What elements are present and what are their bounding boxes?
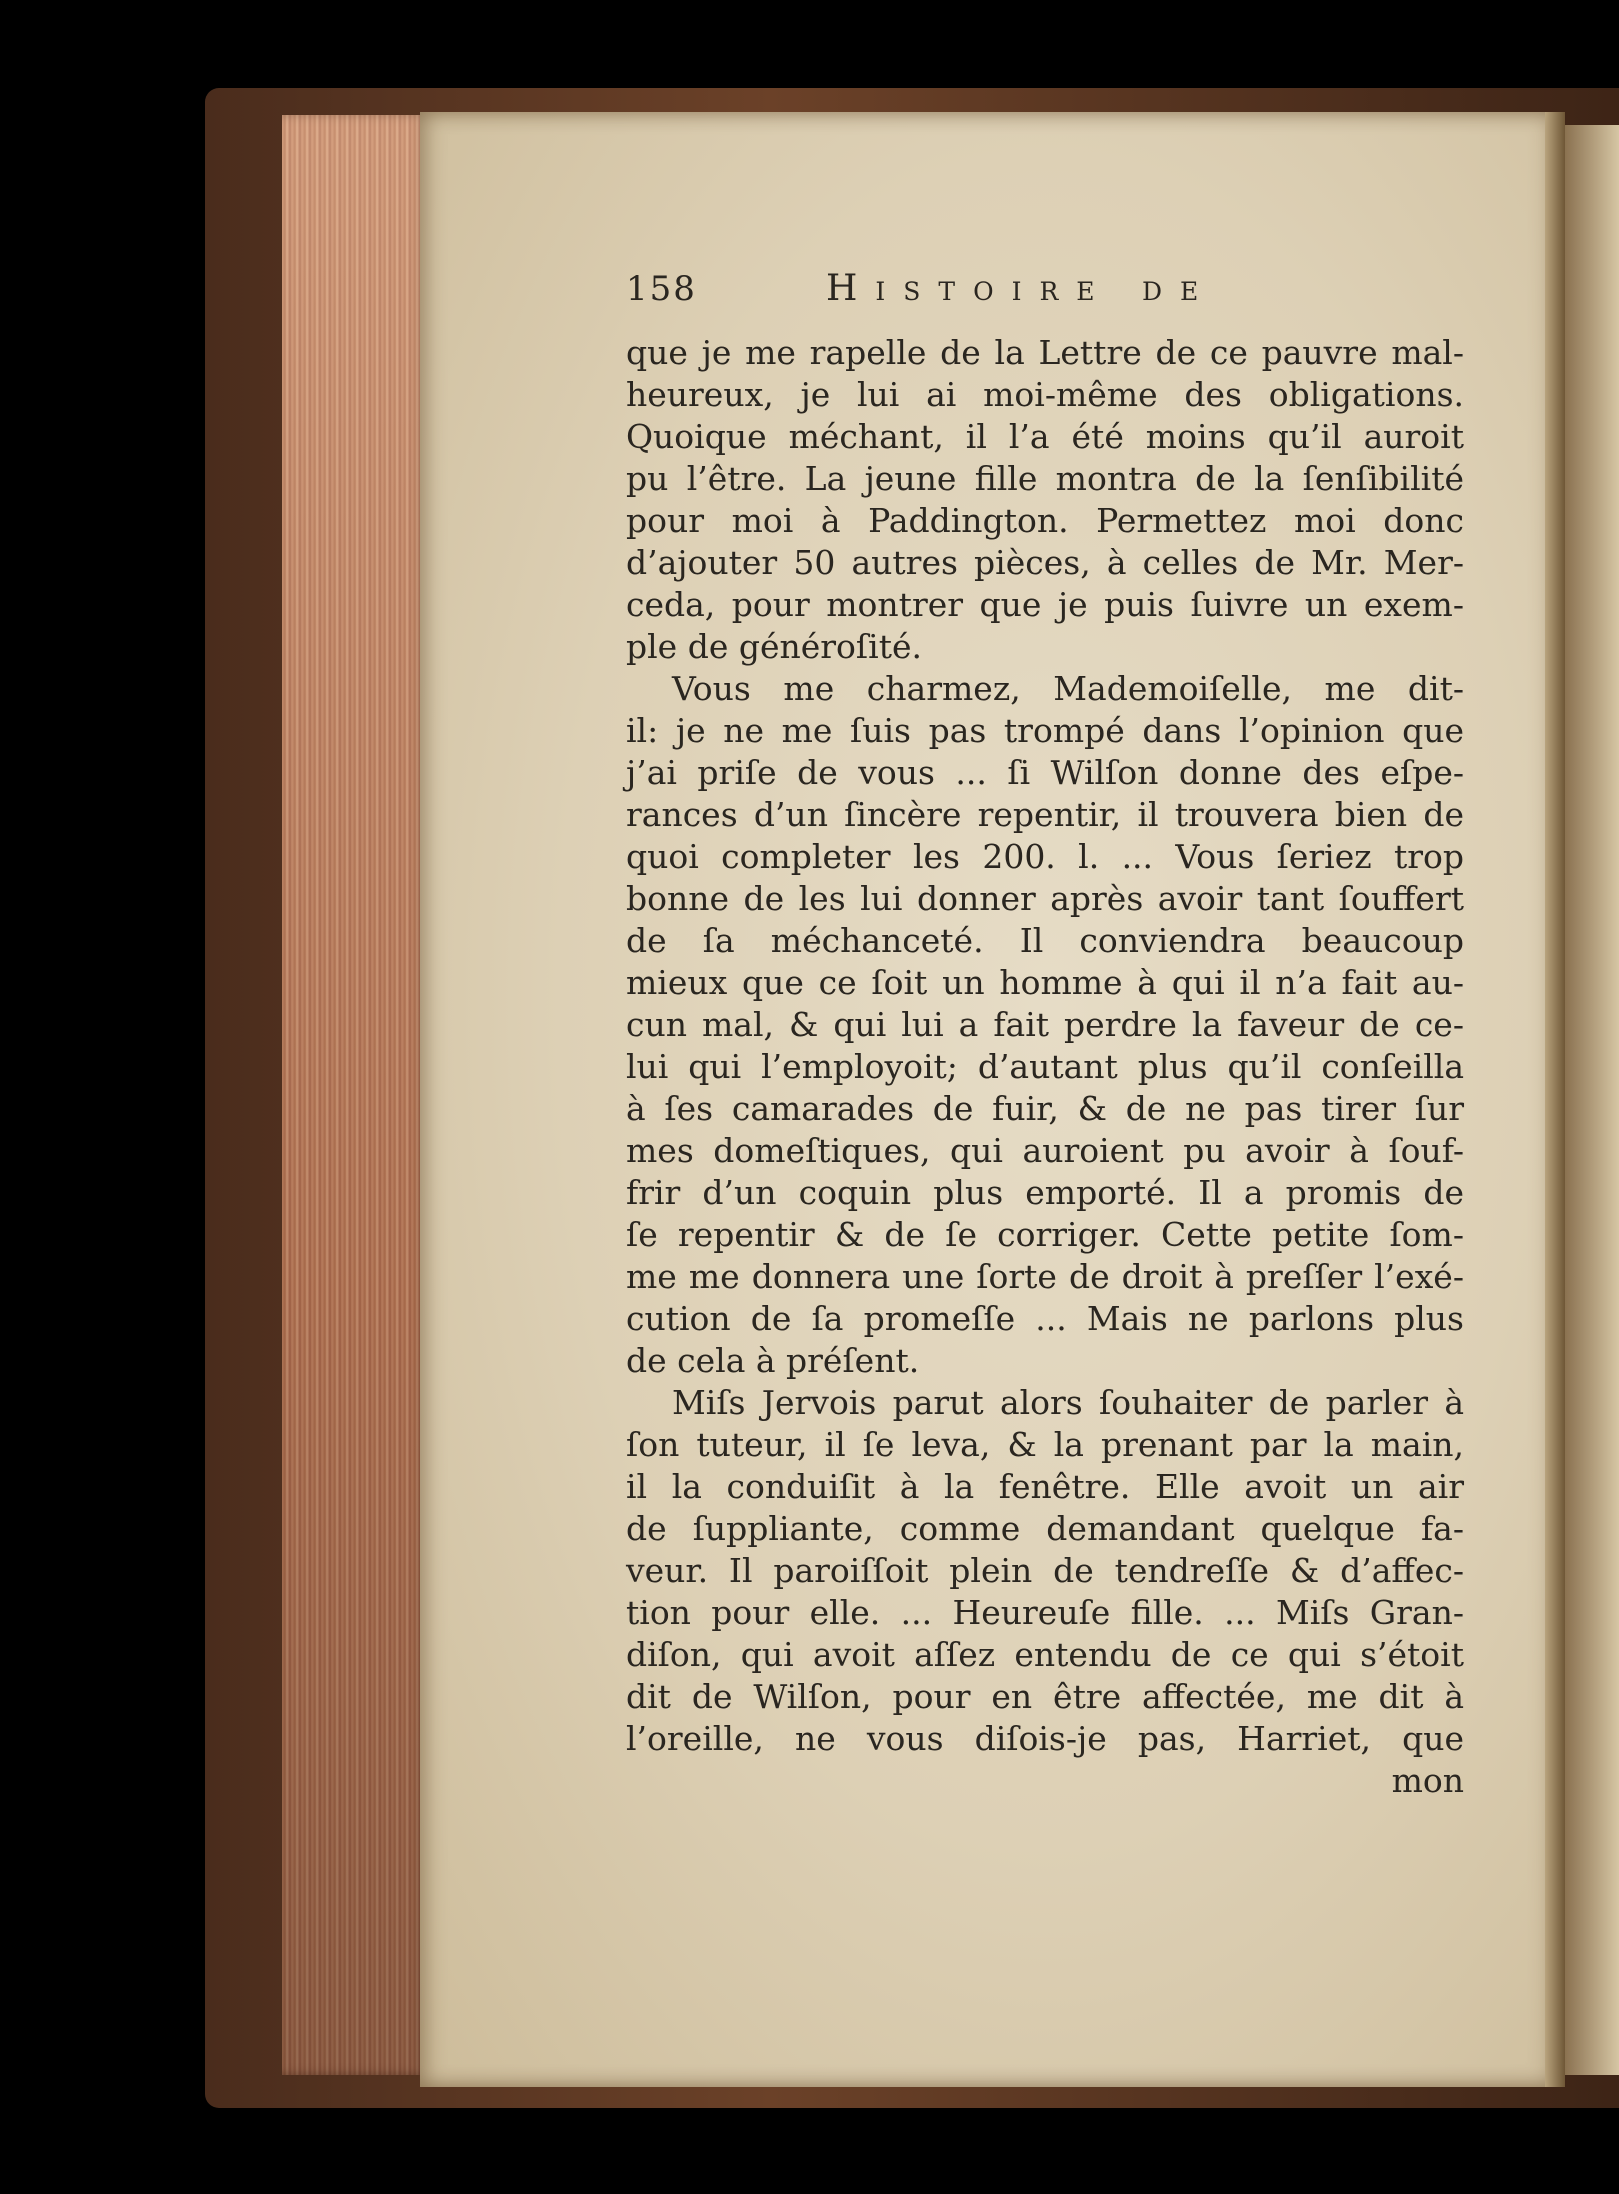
text-line: il la conduiſit à la fenêtre. Elle avoit un air [626,1467,1464,1506]
text-line: de ſuppliante, comme demandant quelque fa- [626,1509,1464,1548]
text-line: ceda, pour montrer que je puis ſuivre un exem- [626,585,1464,624]
text-line: ſon tuteur, il ſe leva, & la prenant par la main, [626,1425,1464,1464]
text-line: frir d’un coquin plus emporté. Il a promis de [626,1173,1464,1212]
text-line: il: je ne me ſuis pas trompé dans l’opinion que [626,711,1464,750]
page-text [626,268,1464,1802]
text-line: cun mal, & qui lui a fait perdre la faveur de ce- [626,1005,1464,1044]
page-number: 158 [626,269,697,309]
text-line: diſon, qui avoit aſſez entendu de ce qui s’étoit [626,1635,1464,1674]
running-head-title: Histoire de [826,268,1217,309]
text-line: heureux, je lui ai moi-même des obligations. [626,375,1464,414]
running-head [626,268,1464,332]
text-line: mieux que ce ſoit un homme à qui il n’a fait au- [626,963,1464,1002]
text-line: de cela à préſent. [626,1341,920,1380]
text-line: d’ajouter 50 autres pièces, à celles de Mr. Mer- [626,543,1464,582]
text-line: j’ai priſe de vous ... ſi Wilſon donne des eſpe- [626,753,1464,792]
text-line: tion pour elle. ... Heureuſe fille. ... Miſs Gran- [626,1593,1464,1632]
facing-page-edge [1565,125,1619,2075]
text-line: ſe repentir & de ſe corriger. Cette petite ſom- [626,1215,1464,1254]
text-line: lui qui l’employoit; d’autant plus qu’il conſeilla [626,1047,1464,1086]
text-line: Miſs Jervois parut alors ſouhaiter de parler à [672,1383,1464,1422]
text-line: que je me rapelle de la Lettre de ce pauvre mal- [626,333,1464,372]
text-line: de ſa méchanceté. Il conviendra beaucoup [626,921,1464,960]
text-line: cution de ſa promeſſe ... Mais ne parlons plus [626,1299,1464,1338]
text-line: rances d’un ſincère repentir, il trouvera bien de [626,795,1464,834]
text-line: Quoique méchant, il l’a été moins qu’il auroit [626,417,1464,456]
text-line: me me donnera une ſorte de droit à preſſer l’exé- [626,1257,1464,1296]
catchword: mon [1391,1761,1464,1800]
text-line: pour moi à Paddington. Permettez moi donc [626,501,1464,540]
text-line: quoi completer les 200. l. ... Vous ſeriez trop [626,837,1464,876]
text-line: à ſes camarades de fuir, & de ne pas tirer ſur [626,1089,1464,1128]
text-line: bonne de les lui donner après avoir tant ſouffert [626,879,1464,918]
text-line: veur. Il paroiſſoit plein de tendreſſe & d’affec- [626,1551,1464,1590]
page-block-shading [282,115,427,2075]
text-line: Vous me charmez, Mademoiſelle, me dit- [672,669,1464,708]
text-line: mes domeſtiques, qui auroient pu avoir à ſouf- [626,1131,1464,1170]
text-line: dit de Wilſon, pour en être affectée, me dit à [626,1677,1464,1716]
text-line: l’oreille, ne vous diſois-je pas, Harriet, que [626,1719,1464,1758]
text-line: ple de généroſité. [626,627,922,666]
text-line: pu l’être. La jeune fille montra de la ſenſibilité [626,459,1464,498]
book-gutter [1545,112,1565,2087]
